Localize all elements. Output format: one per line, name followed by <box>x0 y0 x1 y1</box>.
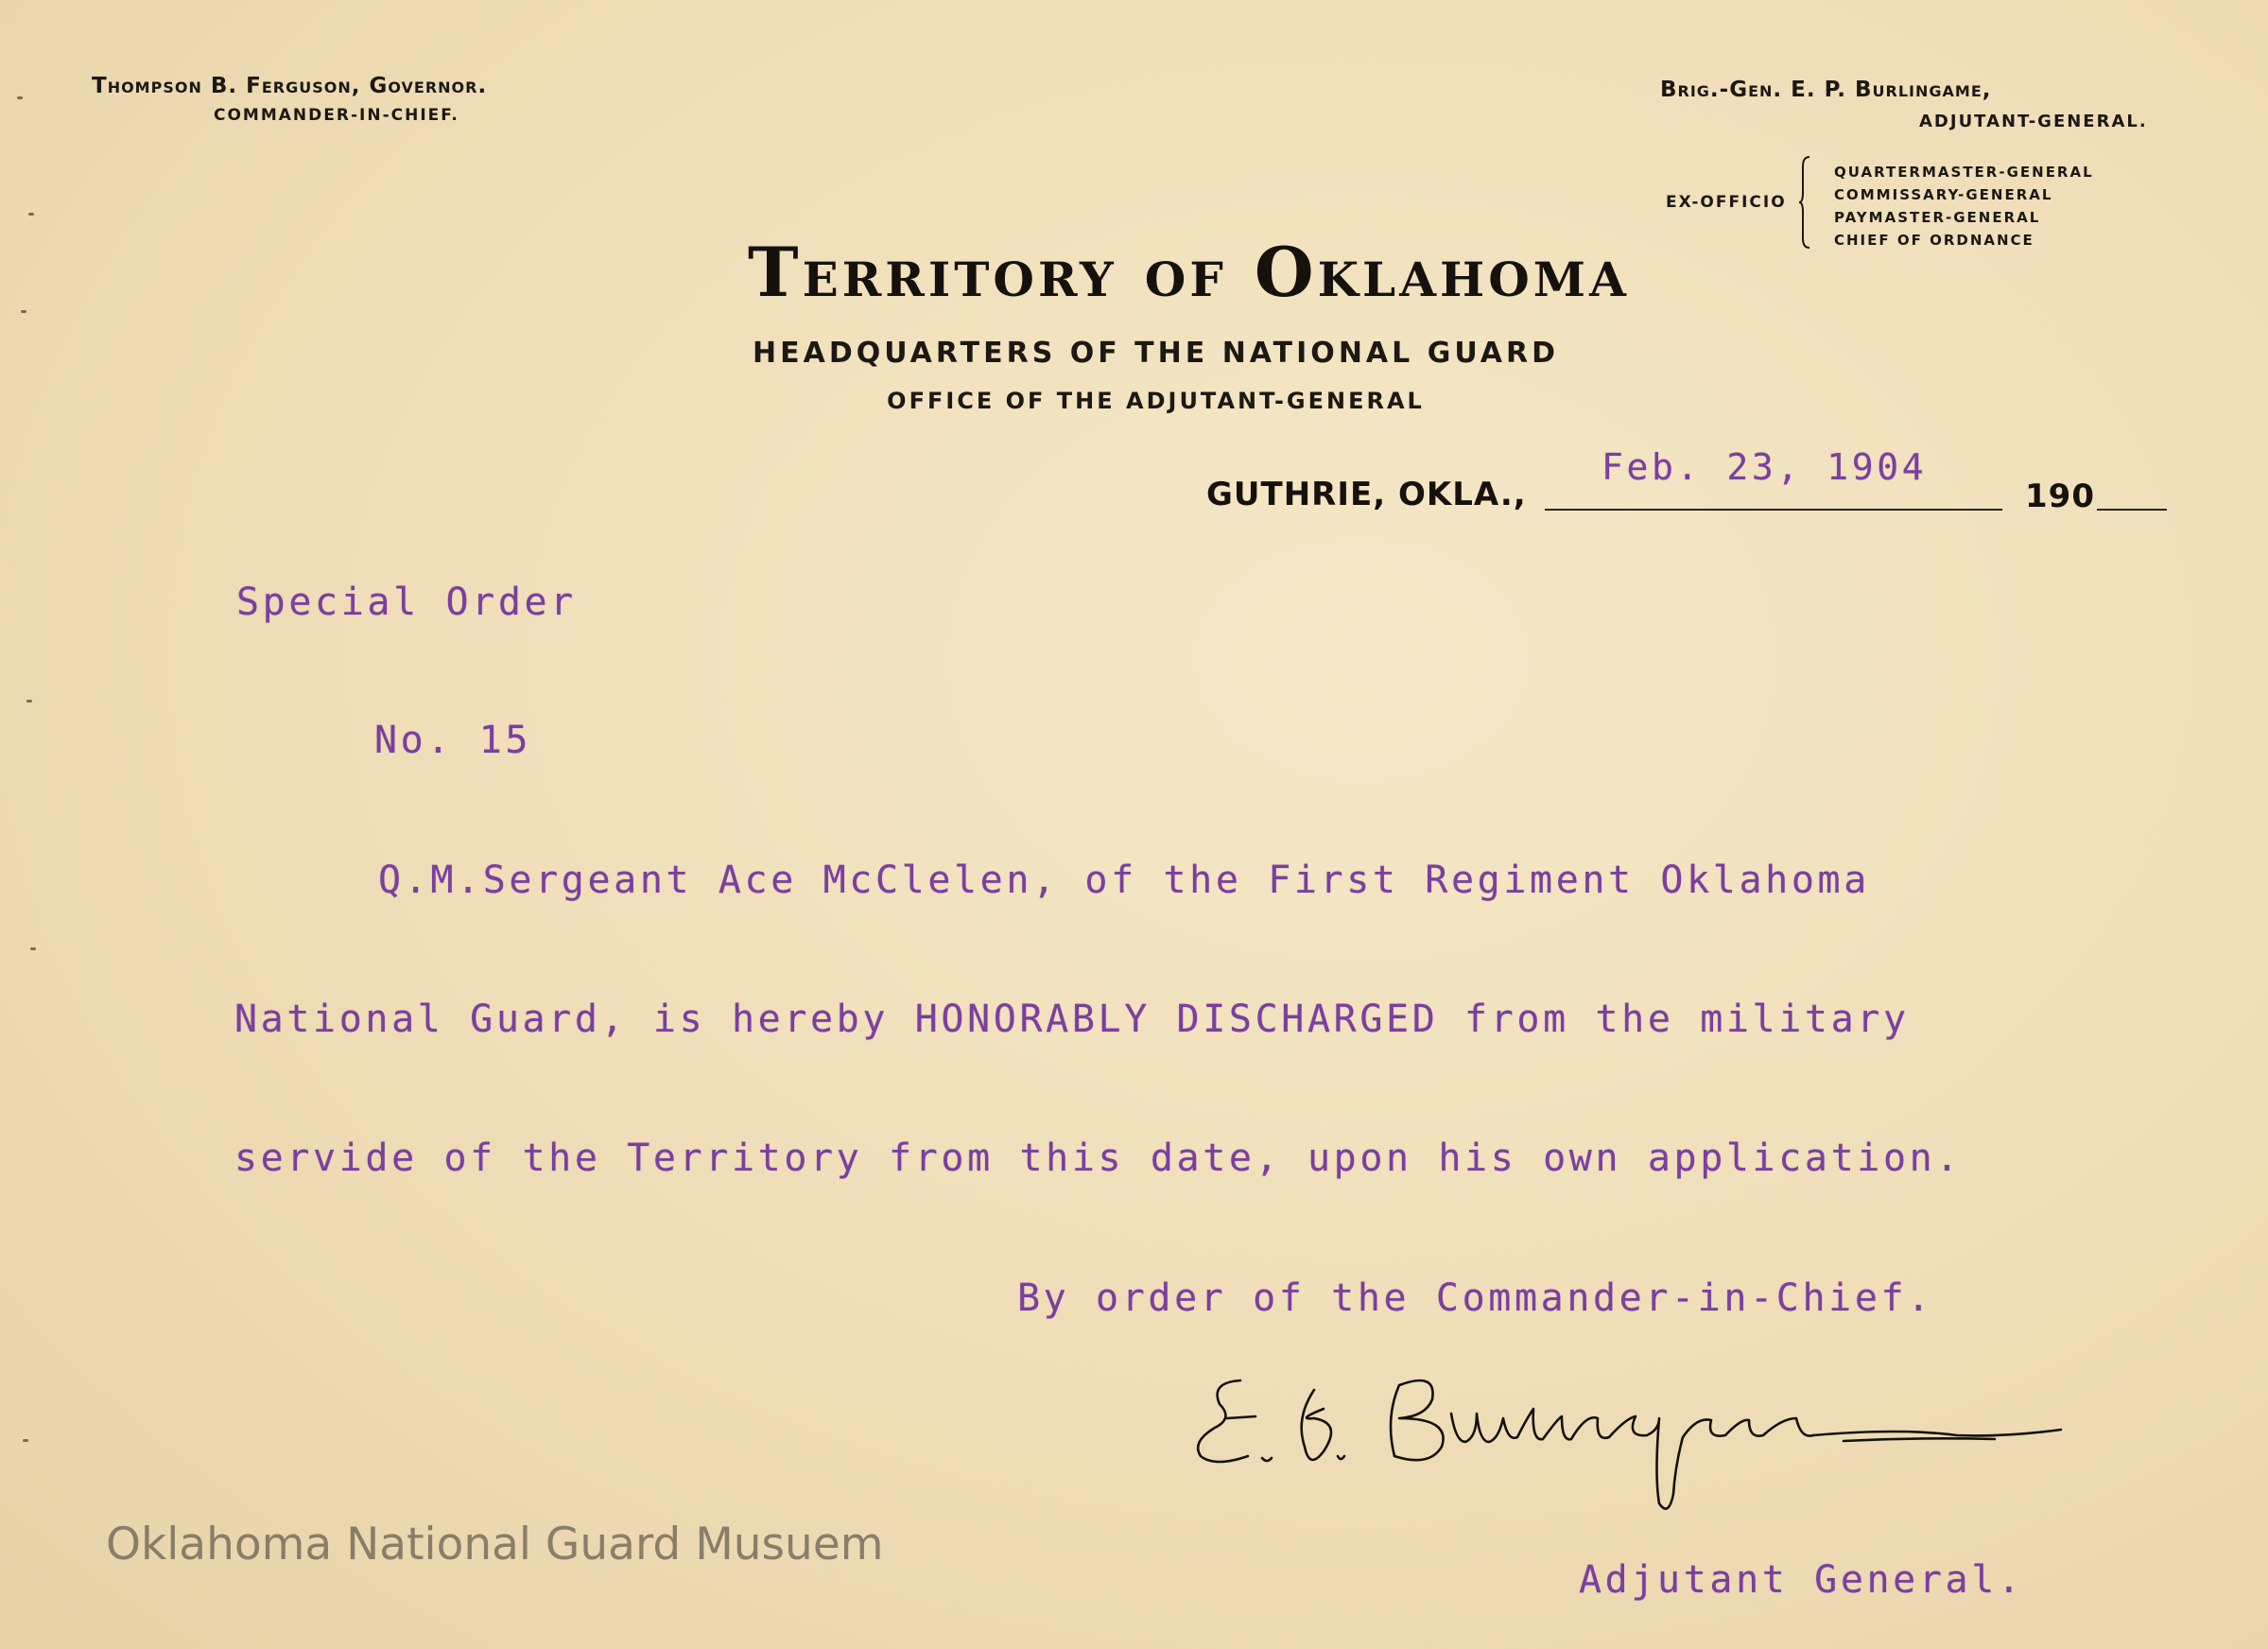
date-rule <box>1545 509 2002 511</box>
year-rule <box>2097 509 2167 511</box>
place-label: GUTHRIE, OKLA., <box>1206 476 1527 513</box>
punch-mark <box>28 213 34 216</box>
signature <box>1182 1362 2080 1522</box>
signer-title: Adjutant General. <box>1579 1558 2024 1602</box>
punch-mark <box>26 700 32 703</box>
ex-officio-label: EX-OFFICIO <box>1666 193 1787 212</box>
governor-title: COMMANDER-IN-CHIEF. <box>214 106 459 125</box>
letterhead-title: Territory of Oklahoma <box>748 232 1630 312</box>
adjutant-name: Brig.-Gen. E. P. Burlingame, <box>1660 78 1992 102</box>
letterhead-office: OFFICE OF THE ADJUTANT-GENERAL <box>887 388 1425 414</box>
letter-date: Feb. 23, 1904 <box>1601 446 1928 488</box>
body-line: Q.M.Sergeant Ace McClelen, of the First Regiment Oklahoma <box>378 859 1870 902</box>
body-line: National Guard, is hereby HONORABLY DISCHARGED from the military <box>234 998 1910 1041</box>
order-title: Special Order <box>236 581 577 624</box>
year-prefix: 190 <box>2025 477 2095 515</box>
punch-mark <box>30 947 36 950</box>
letterhead-subtitle: HEADQUARTERS OF THE NATIONAL GUARD <box>753 337 1559 370</box>
office-item: PAYMASTER-GENERAL <box>1834 209 2041 226</box>
governor-name: Thompson B. Ferguson, Governor. <box>92 74 488 98</box>
closing-line: By order of the Commander-in-Chief. <box>1017 1276 1933 1320</box>
body-line: servide of the Territory from this date, upon his own application. <box>234 1137 1963 1180</box>
office-item: CHIEF OF ORDNANCE <box>1834 232 2034 249</box>
office-item: QUARTERMASTER-GENERAL <box>1834 164 2094 181</box>
punch-mark <box>23 1439 28 1442</box>
punch-mark <box>17 96 23 99</box>
office-item: COMMISSARY-GENERAL <box>1834 186 2053 203</box>
adjutant-title: ADJUTANT-GENERAL. <box>1919 112 2148 131</box>
museum-watermark: Oklahoma National Guard Musuem <box>106 1519 884 1571</box>
order-number: No. 15 <box>374 719 532 762</box>
punch-mark <box>21 310 26 313</box>
